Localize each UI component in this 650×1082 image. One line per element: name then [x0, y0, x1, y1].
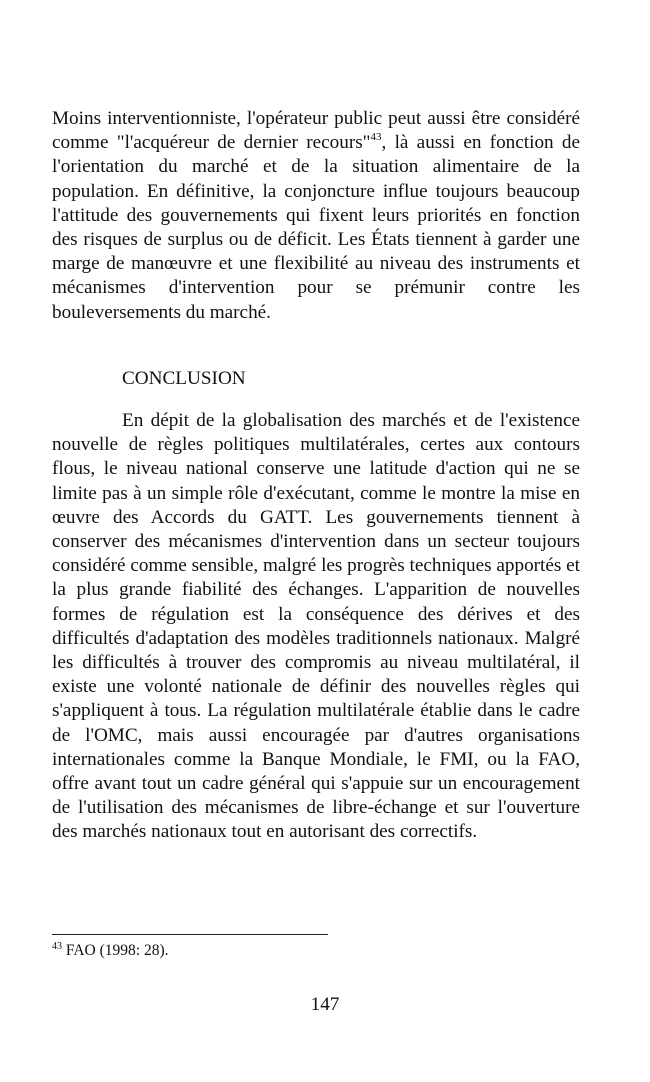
conclusion-heading: CONCLUSION: [122, 368, 246, 389]
intro-text-part1: Moins interventionniste, l'opérateur public peut aussi être considéré comme "l'acquéreur de dernier recours": [52, 108, 580, 154]
footnote-separator: [52, 934, 328, 935]
footnote-number: 43: [52, 941, 62, 952]
intro-paragraph: [52, 107, 580, 325]
conclusion-paragraph: En dépit de la globalisation des marchés et de l'existence nouvelle de règles politiques multilatérales, certes aux contours flous, le niveau national conserve une latitude d'action qui ne se limite pas à un simple rôle d'exécutant, comme le montre la mise en œuvre des Accords du GATT. Les gouvernements tiennent à conserver des mécanismes d'intervention dans un secteur toujours considéré comme sensible, malgré les progrès techniques apportés et la plus grande fiabilité des échanges. L'apparition de nouvelles formes de régulation est la conséquence des dérives et des difficultés d'adaptation des modèles traditionnels nationaux. Malgré les difficultés à trouver des compromis au niveau multilatéral, il existe une volonté nationale de définir des nouvelles règles qui s'appliquent à tous. La régulation multilatérale établie dans le cadre de l'OMC, mais aussi encouragée par d'autres organisations internationales comme la Banque Mondiale, le FMI, ou la FAO, offre avant tout un cadre général qui s'appuie sur un encouragement de l'utilisation des mécanismes de libre-échange et sur l'ouverture des marchés nationaux tout en autorisant des correctifs.: [52, 410, 581, 843]
footnote-reference[interactable]: 43: [370, 131, 382, 144]
intro-text-part2: , là aussi en fonction de l'orientation du marché et de la situation alimentaire de la population. En définitive, la conjoncture influe toujours beaucoup l'attitude des gouvernements qui fixent leurs priorités en fonction des risques de surplus ou de déficit. Les États tiennent à garder une marge de manœuvre et une flexibilité au niveau des instruments et mécanismes d'intervention pour se prémunir contre les bouleversements du marché.: [52, 132, 580, 323]
footnote: [52, 941, 169, 961]
footnote-text: FAO (1998: 28).: [62, 942, 169, 959]
page-number: 147: [310, 994, 340, 1015]
